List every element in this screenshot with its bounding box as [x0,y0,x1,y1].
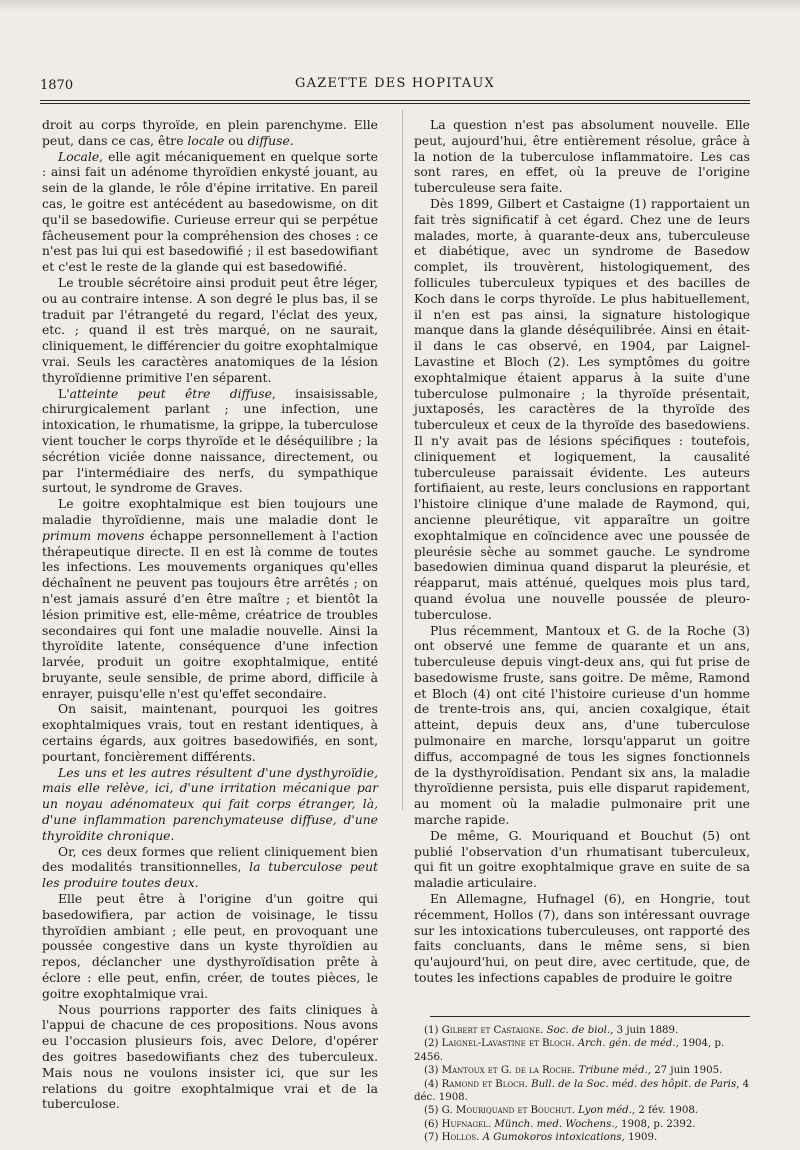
footnote-source: A Gumokoros intoxications, [479,1132,629,1144]
text-span: , elle agit mécaniquement en quelque sorte : ainsi fait un adénome thyroïdien enkysté jouant, au sein de la glande, le rôle d'épine irritative. En pareil cas, le goitre est antécédent au basedowisme, on dit qu'il se basedowifie. Curieuse erreur qui se perpétue fâcheusement pour la compréhension des choses : ce n'est pas lui qui est basedowifié ; il est basedowifiant et c'est le reste de la glande qui est basedowifié. [42,149,378,275]
footnote [414,1037,750,1064]
paragraph: En Allemagne, Hufnagel (6), en Hongrie, tout récemment, Hollos (7), dans son intéressant ouvrage sur les intoxications tuberculeuses, ont rapporté des faits concluants, dans le même sens, si bien qu'aujourd'hui, on peut dire, avec certitude, que, de toutes les infections capables de produire le goitre [414,892,750,986]
italic-span: primum movens [42,528,145,543]
italic-span: locale [187,133,225,148]
column-divider [402,110,403,810]
footnote-source: Tribune méd., [575,1065,655,1077]
footnote-authors: Hollos. [441,1132,480,1144]
paragraph [42,387,378,498]
footnote-number: (4) [424,1078,442,1090]
italic-span: diffuse [247,133,290,148]
text-span: L' [58,386,70,401]
footnote-number: (2) [424,1038,442,1050]
footnote-number: (1) [424,1025,442,1036]
text-span: , insaisissable, chirurgicalement parlant ; une infection, une intoxication, le rhumatisme, la grippe, la tuberculose vient toucher le corps thyroïde et le déséquilibre ; la sécrétion viciée donne naissance, directement, ou par l'intermédiaire des nerfs, du sympathique surtout, le syndrome de Graves. [42,386,378,496]
text-span: Or, ces deux formes que relient cliniquement bien des modalités transitionnelles, [42,844,378,875]
left-column [42,118,378,1113]
paragraph [42,150,378,276]
footnote [414,1024,750,1037]
footnote-source: Lyon méd., [574,1105,639,1117]
footnote-date: 1908, p. 2392. [621,1118,696,1130]
footnote-source: Arch. gén. de méd., [574,1038,683,1050]
text-span: Le goitre exophtalmique est bien toujours une maladie thyroïdienne, mais une maladie dont le [42,497,378,527]
footnote-source: Münch. med. Wochens., [491,1118,622,1130]
footnote-rule [430,1016,750,1017]
footnote-date: 4 déc. 1908. [414,1078,750,1104]
footnote [414,1131,750,1144]
footnote-date: 1904, p. 2456. [414,1038,725,1063]
italic-span: Les uns et les autres résultent d'une dysthyroïdie, mais elle relève, ici, d'une irritation mécanique par un noyau adénomateux qui fait corps étranger, là, d'une inflammation parenchymateuse diffuse, d'une thyroïdite chronique. [42,765,378,843]
header-rule-bottom [40,103,750,104]
italic-span: la tuberculose peut les produire toutes deux. [42,860,378,891]
footnote-source: Bull. de la Soc. méd. des hôpit. de Paris, [527,1078,743,1090]
footnote [414,1078,750,1105]
paragraph [42,497,378,702]
footnote-date: 3 juin 1889. [616,1025,679,1036]
paragraph [42,766,378,845]
scan-top-edge [0,0,800,10]
footnote [414,1104,750,1117]
page-header [40,74,750,96]
footnote-authors: Ramond et Bloch. [441,1078,528,1090]
footnote-authors: G. Mouriquand et Bouchut. [441,1105,575,1117]
paragraph: Dès 1899, Gilbert et Castaigne (1) rapportaient un fait très significatif à cet égard. Chez une de leurs malades, morte, à quarante-deux ans, tuberculeuse et diabétique, avec un syndrome de Basedow complet, ils trouvèrent, histologiquement, des follicules tuberculeux typiques et des bacilles de Koch dans le corps thyroïde. Le plus habituellement, il n'en est pas ainsi, la signature histologique manque dans la glande déséquilibrée. Ainsi en était-il dans le cas observé, en 1904, par Laignel-Lavastine et Bloch (2). Les symptômes du goitre exophtalmique étaient apparus à la suite d'une tuberculose pulmonaire ; la thyroïde présentait, juxtaposés, les caractères de la thyroïde des tuberculeux et ceux de la thyroïde des basedowiens. Il n'y avait pas de lésions spécifiques : toutefois, cliniquement et logiquement, la causalité tuberculeuse paraissait évidente. Les auteurs fortifiaient, au reste, leurs conclusions en rapportant l'histoire clinique d'une malade de Raymond, qui, ancienne pleurétique, vit apparaître un goitre exophtalmique en coïncidence avec une poussée de pleurésie sèche au sommet gauche. Le syndrome basedowien diminua quand disparut la pleurésie, et réapparut, mais atténué, quelques mois plus tard, quand évolua une nouvelle poussée de pleuro-tuberculose. [414,196,750,622]
footnotes [414,1024,750,1145]
paragraph [42,118,378,150]
paragraph: De même, G. Mouriquand et Bouchut (5) ont publié l'observation d'un rhumatisant tuberculeux, qui fit un goitre exophtalmique grave en suite de sa maladie articulaire. [414,828,750,891]
footnote-date: 27 juin 1905. [654,1065,723,1077]
right-column [414,118,750,987]
footnote [414,1118,750,1131]
footnote-authors: Hufnagel. [441,1118,492,1130]
running-title: GAZETTE DES HOPITAUX [295,76,495,91]
footnote-date: 2 fév. 1908. [638,1105,699,1117]
footnote-number: (7) [424,1132,442,1144]
paragraph: Elle peut être à l'origine d'un goitre qui basedowifiera, par action de voisinage, le tissu thyroïdien ambiant ; elle peut, en provoquant une poussée congestive dans un kyste thyroïdien au repos, déclancher une dysthyroïdisation prête à éclore : elle peut, enfin, créer, de toutes pièces, le goitre exophtalmique vrai. [42,892,378,1001]
text-span: . [289,133,294,148]
footnote-number: (3) [424,1065,442,1077]
footnote-authors: Laignel-Lavastine et Bloch. [441,1038,575,1050]
text-span: droit au corps thyroïde, en plein parenchyme. Elle peut, dans ce cas, être [42,118,378,148]
footnote [414,1064,750,1077]
text-span: échappe personnellement à l'action thérapeutique directe. Il en est là comme de toutes les infections. Les mouvements organiques qu'elles déchaînent ne peuvent pas toujours être arrêtés ; on n'est jamais assuré d'en être maître ; et bientôt la lésion primitive est, elle-même, créatrice de troubles secondaires qui font une maladie nouvelle. Ainsi la thyroïdite latente, conséquence d'une infection larvée, produit un goitre exophtalmique, entité bruyante, seule sensible, de prime abord, difficile à enrayer, puisqu'elle n'est qu'effet secondaire. [42,528,379,701]
footnote-authors: Gilbert et Castaigne. [441,1025,544,1036]
page-number: 1870 [40,78,74,93]
footnote-source: Soc. de biol., [543,1025,617,1036]
footnote-authors: Mantoux et G. de la Roche. [441,1065,576,1077]
italic-span: atteinte peut être diffuse [69,386,272,401]
paragraph: Nous pourrions rapporter des faits cliniques à l'appui de chacune de ces propositions. Nous avons eu l'occasion plusieurs fois, avec Delore, d'opérer des goitres basedowifiants chez des tuberculeux. Mais nous ne voulons insister ici, que sur les relations du goitre exophtalmique vrai et de la tuberculose. [42,1002,378,1112]
paragraph [42,845,378,892]
paragraph: On saisit, maintenant, pourquoi les goitres exophtalmiques vrais, tout en restant identiques, à certains égards, aux goitres basedowifiés, en sont, pourtant, foncièrement différents. [42,702,378,764]
paragraph: La question n'est pas absolument nouvelle. Elle peut, aujourd'hui, être entièrement résolue, grâce à la notion de la tuberculose inflammatoire. Les cas sont rares, en effet, où la preuve de l'origine tuberculeuse sera faite. [414,118,750,196]
paragraph: Plus récemment, Mantoux et G. de la Roche (3) ont observé une femme de quarante et un ans, tuberculeuse depuis vingt-deux ans, qui fut prise de basedowisme fruste, sans goitre. De même, Ramond et Bloch (4) ont cité l'histoire curieuse d'un homme de trente-trois ans, qui, ancien coxalgique, était atteint, depuis deux ans, d'une tuberculose pulmonaire en marche, lorsqu'apparut un goitre diffus, accompagné de tous les signes fonctionnels de la dysthyroïdisation. Pendant six ans, la maladie thyroïdienne persista, puis elle disparut rapidement, au moment où la maladie pulmonaire prit une marche rapide. [414,623,750,828]
header-rule-top [40,100,750,101]
paragraph: Le trouble sécrétoire ainsi produit peut être léger, ou au contraire intense. A son degré le plus bas, il se traduit par l'étrangeté du regard, l'éclat des yeux, etc. ; quand il est très marqué, on ne saurait, cliniquement, le différencier du goitre exophtalmique vrai. Seuls les caractères anatomiques de la lésion thyroïdienne primitive l'en séparent. [42,275,378,385]
footnote-number: (6) [424,1118,442,1130]
italic-span: Locale [58,149,100,164]
footnote-number: (5) [424,1105,442,1117]
footnote-date: 1909. [628,1132,658,1144]
text-span: ou [224,133,248,148]
